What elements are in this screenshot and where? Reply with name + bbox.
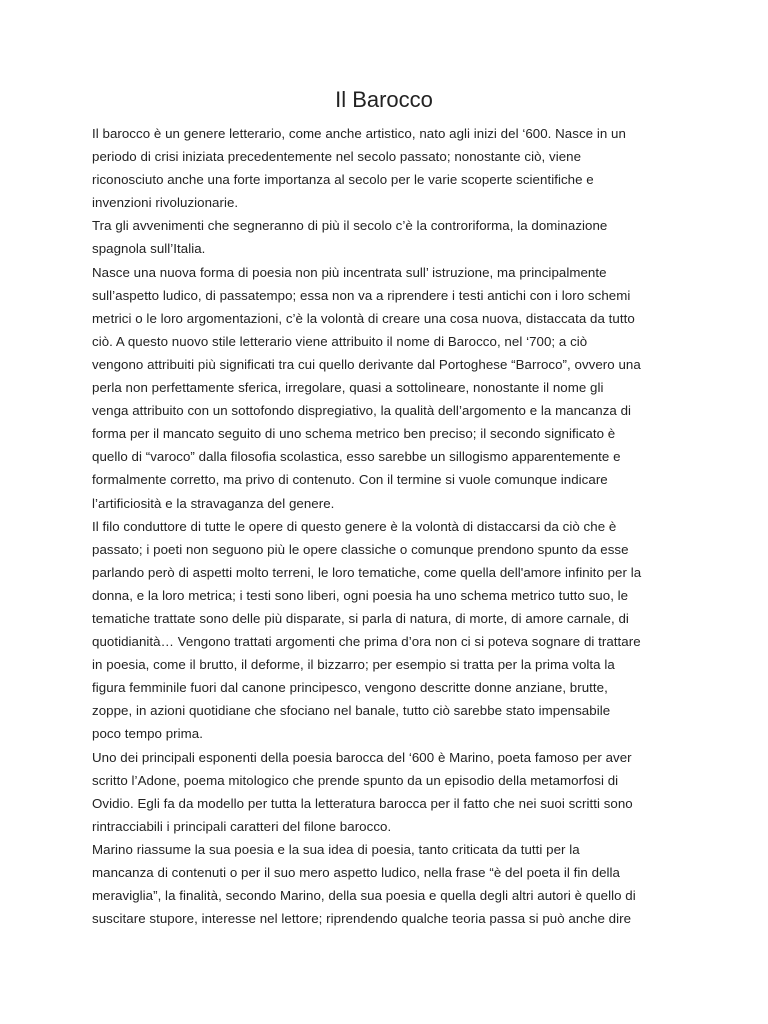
text-line: in poesia, come il brutto, il deforme, il bizzarro; per esempio si tratta per la prima volta la: [92, 657, 615, 673]
document-body: [92, 122, 682, 930]
text-line: riconosciuto anche una forte importanza al secolo per le varie scoperte scientifiche e: [92, 172, 594, 188]
document-title: Il Barocco: [335, 87, 433, 112]
text-line: vengono attribuiti più significati tra cui quello derivante dal Portoghese “Barroco”, ovvero una: [92, 356, 641, 372]
text-line: sull’aspetto ludico, di passatempo; essa non va a riprendere i testi antichi con i loro schemi: [92, 287, 631, 303]
text-line: parlando però di aspetti molto terreni, le loro tematiche, come quella dell'amore infinito per la: [92, 564, 642, 580]
text-line: formalmente corretto, ma privo di contenuto. Con il termine si vuole comunque indicare: [92, 472, 608, 488]
text-line: l’artificiosità e la stravaganza del genere.: [92, 495, 335, 511]
text-line: quello di “varoco” dalla filosofia scolastica, esso sarebbe un sillogismo apparentemente e: [92, 449, 621, 465]
text-line: rintracciabili i principali caratteri del filone barocco.: [92, 818, 392, 834]
text-line: venga attribuito con un sottofondo dispregiativo, la qualità dell’argomento e la mancanza di: [92, 403, 632, 419]
text-line: figura femminile fuori dal canone principesco, vengono descritte donne anziane, brutte,: [92, 680, 608, 696]
text-line: tematiche trattate sono delle più disparate, si parla di natura, di morte, di amore carnale, di: [92, 610, 629, 626]
text-line: Nasce una nuova forma di poesia non più incentrata sull’ istruzione, ma principalmente: [92, 264, 607, 280]
text-line: Tra gli avvenimenti che segneranno di più il secolo c’è la controriforma, la dominazione: [92, 218, 608, 234]
text-line: mancanza di contenuti o per il suo mero aspetto ludico, nella frase “è del poeta il fin della: [92, 865, 620, 880]
text-line: invenzioni rivoluzionarie.: [92, 195, 239, 211]
text-line: Il filo conduttore di tutte le opere di questo genere è la volontà di distaccarsi da ciò che è: [92, 518, 617, 534]
text-line: periodo di crisi iniziata precedentemente nel secolo passato; nonostante ciò, viene: [92, 149, 582, 165]
text-line: spagnola sull’Italia.: [92, 241, 206, 257]
text-line: ciò. A questo nuovo stile letterario viene attribuito il nome di Barocco, nel ‘700; a ciò: [92, 333, 588, 349]
text-line: perla non perfettamente sferica, irregolare, quasi a sottolineare, nonostante il nome gli: [92, 380, 604, 396]
text-line: poco tempo prima.: [92, 726, 203, 742]
text-line: Uno dei principali esponenti della poesia barocca del ‘600 è Marino, poeta famoso per aver: [92, 749, 632, 765]
text-line: zoppe, in azioni quotidiane che sfociano nel banale, tutto ciò sarebbe stato impensabile: [92, 703, 611, 719]
text-line: passato; i poeti non seguono più le opere classiche o comunque prendono spunto da esse: [92, 541, 629, 557]
text-line: quotidianità… Vengono trattati argomenti che prima d’ora non ci si poteva sognare di trattare: [92, 634, 641, 650]
text-line: Marino riassume la sua poesia e la sua idea di poesia, tanto criticata da tutti per la: [92, 841, 580, 857]
text-line: scritto l’Adone, poema mitologico che prende spunto da un episodio della metamorfosi di: [92, 772, 619, 788]
text-line: Il barocco è un genere letterario, come anche artistico, nato agli inizi del ‘600. Nasce in un: [92, 126, 626, 141]
text-line: Ovidio. Egli fa da modello per tutta la letteratura barocca per il fatto che nei suoi scritti sono: [92, 795, 633, 811]
text-line: meraviglia”, la finalità, secondo Marino, della sua poesia e quella degli altri autori è quello di: [92, 888, 636, 904]
text-line: forma per il mancato seguito di uno schema metrico ben preciso; il secondo significato è: [92, 426, 616, 442]
text-line: metrici o le loro argomentazioni, c’è la volontà di creare una cosa nuova, distaccata da tutto: [92, 310, 635, 326]
text-line: suscitare stupore, interesse nel lettore; riprendendo qualche teoria passa si può anche dire: [92, 911, 632, 927]
text-line: donna, e la loro metrica; i testi sono liberi, ogni poesia ha uno schema metrico tutto suo, le: [92, 587, 629, 603]
